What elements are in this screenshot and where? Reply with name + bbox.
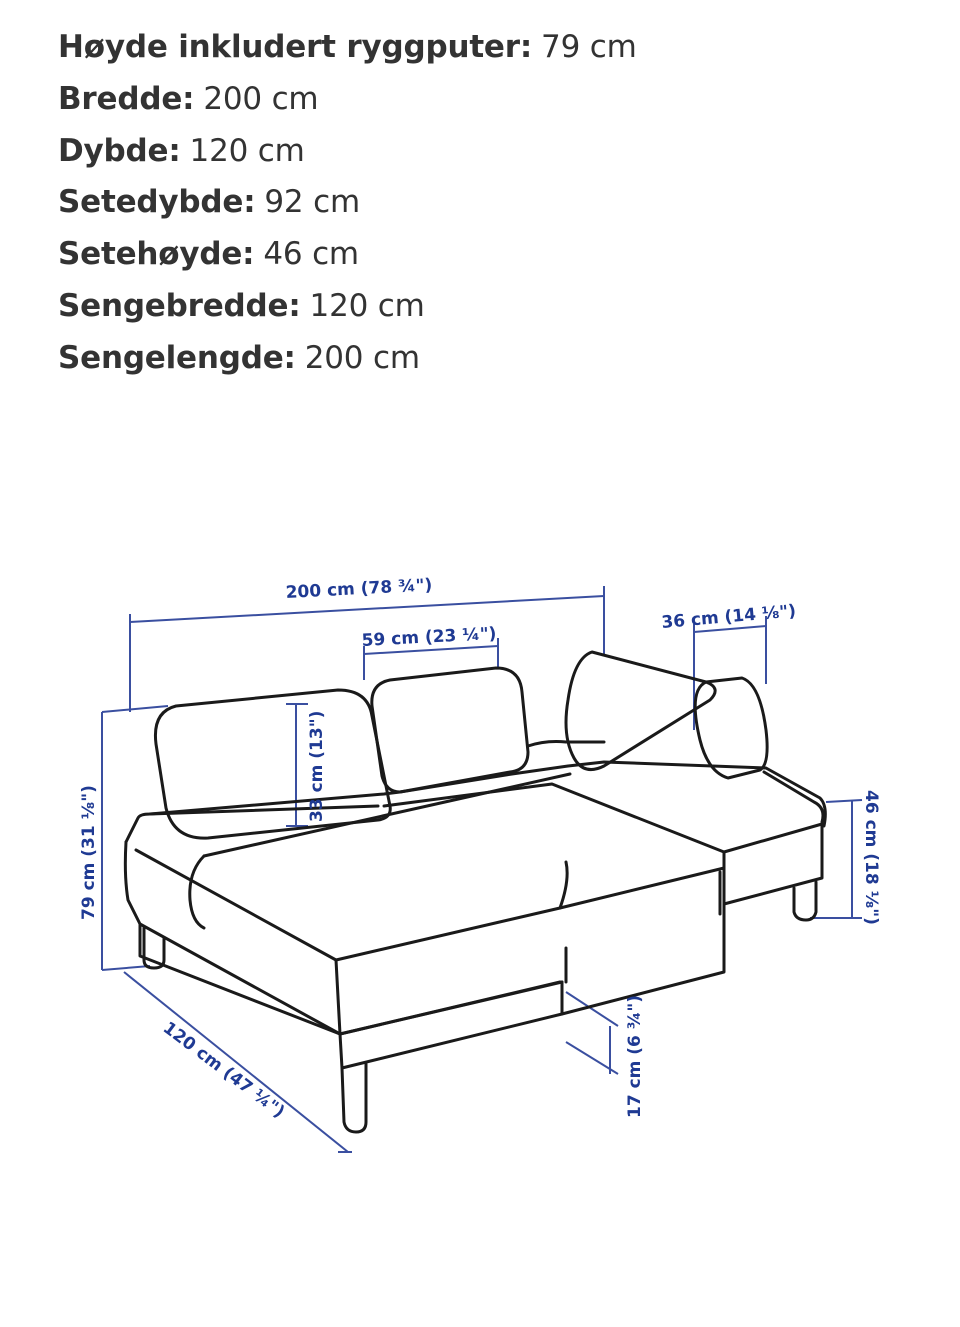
spec-label: Setedybde: xyxy=(58,184,256,221)
center-seat-top-edge xyxy=(384,784,724,852)
sofa-base-front-top xyxy=(340,982,562,1034)
seat-height-label: 46 cm (18 ⅛") xyxy=(861,790,881,925)
spec-label: Setehøyde: xyxy=(58,236,255,273)
right-wedge-cushion-end xyxy=(695,678,767,778)
depth-label: 120 cm (47 ¼") xyxy=(158,1018,289,1123)
leg-right xyxy=(794,882,816,920)
right-wedge-cushion xyxy=(566,652,715,770)
back-platform-right xyxy=(764,772,823,822)
left-wedge-cushion xyxy=(155,690,390,838)
width-dimension-line xyxy=(130,596,604,622)
center-seat-front xyxy=(560,868,724,908)
spec-value: 46 cm xyxy=(263,236,359,273)
spec-value: 92 cm xyxy=(264,184,360,221)
spec-label: Bredde: xyxy=(58,80,195,117)
left-seat-side xyxy=(336,960,340,1034)
spec-value: 120 cm xyxy=(189,132,305,169)
strap-left xyxy=(190,856,204,928)
total-height-extension-bottom xyxy=(102,966,150,970)
back-platform xyxy=(528,742,604,747)
sofa-base-front xyxy=(340,1014,562,1068)
left-seat-corner xyxy=(336,908,560,960)
side-cushion-label: 36 cm (14 ⅛") xyxy=(660,601,797,633)
sofa-outline xyxy=(125,652,825,1132)
total-height-extension-top xyxy=(102,706,168,712)
left-seat-front xyxy=(125,842,560,1034)
dimension-labels xyxy=(79,575,881,1122)
width-label: 200 cm (78 ¾") xyxy=(285,575,433,603)
spec-label: Høyde inkludert ryggputer: xyxy=(58,29,533,65)
leg-front xyxy=(342,1064,366,1132)
spec-value: 79 cm xyxy=(541,29,637,65)
strap-center xyxy=(560,862,567,908)
middle-cushion-label: 59 cm (23 ¼") xyxy=(361,623,497,651)
leg-height-extension-top xyxy=(566,992,618,1026)
seat-height-extension-top xyxy=(826,800,862,802)
total-height-label: 79 cm (31 ⅛") xyxy=(79,785,99,920)
middle-cushion xyxy=(372,668,528,792)
spec-value: 120 cm xyxy=(309,287,425,324)
right-seat-front xyxy=(724,824,822,904)
leg-height-label: 17 cm (6 ¾") xyxy=(625,994,645,1118)
spec-label: Sengelengde: xyxy=(58,339,296,376)
spec-label: Sengebredde: xyxy=(58,287,301,324)
cushion-height-label: 33 cm (13") xyxy=(307,710,327,822)
spec-label: Dybde: xyxy=(58,132,181,169)
depth-dimension-line xyxy=(124,972,348,1152)
left-seat-front-top xyxy=(136,850,336,960)
spec-value: 200 cm xyxy=(304,339,420,376)
spec-value: 200 cm xyxy=(203,80,319,117)
